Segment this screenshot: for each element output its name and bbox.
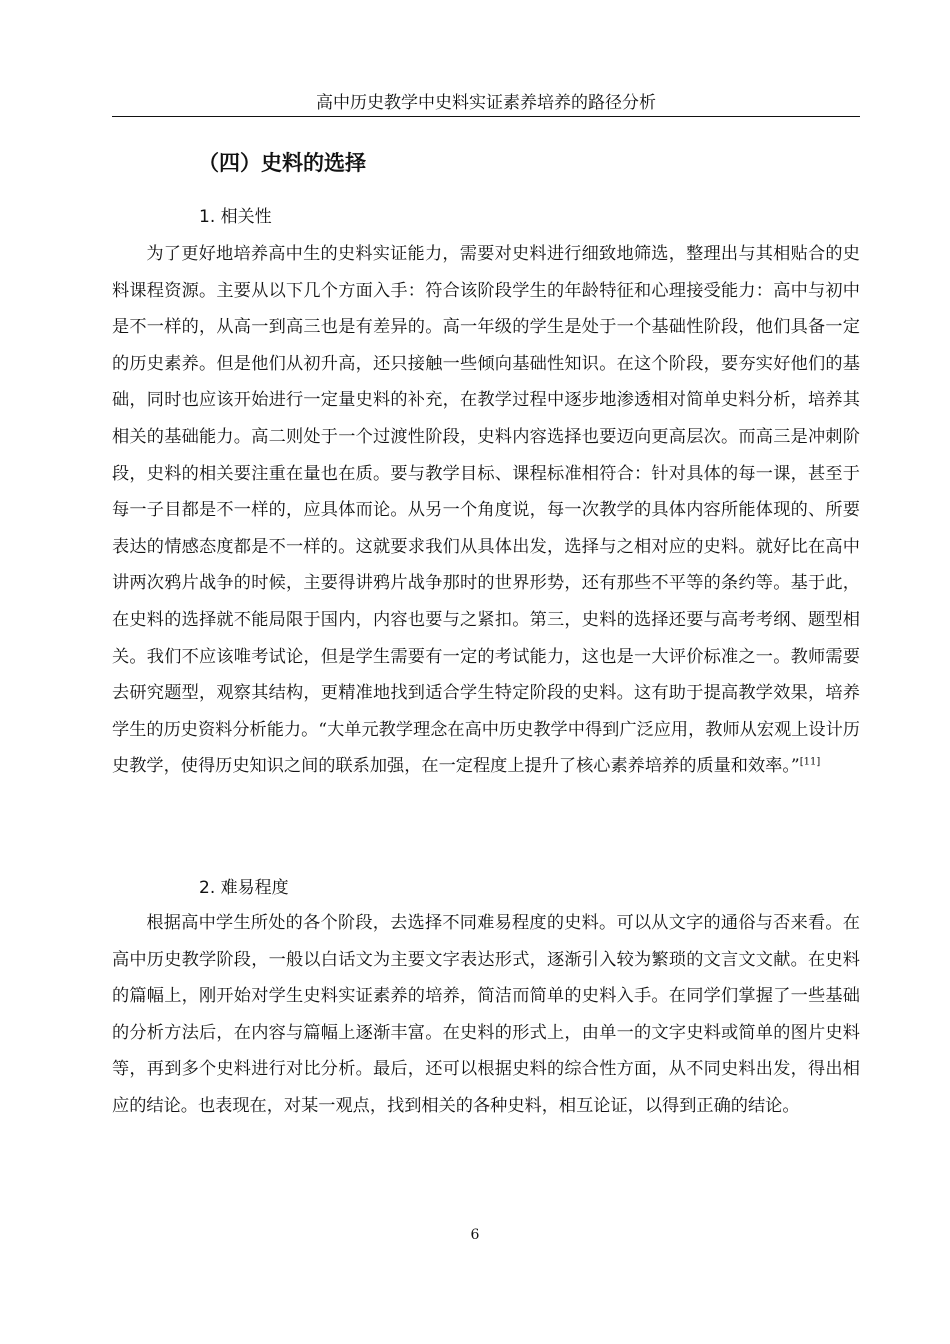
section-heading: （四）史料的选择 bbox=[198, 151, 366, 175]
paragraph-relevance bbox=[112, 236, 860, 785]
subsection-heading-difficulty: 2. 难易程度 bbox=[199, 878, 289, 898]
page-number: 6 bbox=[470, 1227, 480, 1243]
subsection-heading-relevance: 1. 相关性 bbox=[199, 207, 272, 227]
paragraph-difficulty-text: 根据高中学生所处的各个阶段，去选择不同难易程度的史料。可以从文字的通俗与否来看。在高中历史教学阶段，一般以白话文为主要文字表达形式，逐渐引入较为繁琐的文言文文献。在史料的篇幅上，刚开始对学生史料实证素养的培养，简洁而简单的史料入手。在同学们掌握了一些基础的分析方法后，在内容与篇幅上逐渐丰富。在史料的形式上，由单一的文字史料或简单的图片史料等，再到多个史料进行对比分析。最后，还可以根据史料的综合性方面，从不同史料出发，得出相应的结论。也表现在，对某一观点，找到相关的各种史料，相互论证，以得到正确的结论。 bbox=[112, 913, 860, 1116]
paragraph-difficulty bbox=[112, 905, 860, 1125]
header-rule bbox=[112, 116, 860, 117]
paragraph-relevance-text: 为了更好地培养高中生的史料实证能力，需要对史料进行细致地筛选，整理出与其相贴合的史料课程资源。主要从以下几个方面入手：符合该阶段学生的年龄特征和心理接受能力：高中与初中是不一样的，从高一到高三也是有差异的。高一年级的学生是处于一个基础性阶段，他们具备一定的历史素养。但是他们从初升高，还只接触一些倾向基础性知识。在这个阶段，要夯实好他们的基础，同时也应该开始进行一定量史料的补充，在教学过程中逐步地渗透相对简单史料分析，培养其相关的基础能力。高二则处于一个过渡性阶段，史料内容选择也要迈向更高层次。而高三是冲刺阶段，史料的相关要注重在量也在质。要与教学目标、课程标准相符合：针对具体的每一课，甚至于每一子目都是不一样的，应具体而论。从另一个角度说，每一次教学的具体内容所能体现的、所要表达的情感态度都是不一样的。这就要求我们从具体出发，选择与之相对应的史料。就好比在高中讲两次鸦片战争的时候，主要得讲鸦片战争那时的世界形势，还有那些不平等的条约等。基于此，在史料的选择就不能局限于国内，内容也要与之紧扣。第三，史料的选择还要与高考考纲、题型相关。我们不应该唯考试论，但是学生需要有一定的考试能力，这也是一大评价标准之一。教师需要去研究题型，观察其结构，更精准地找到适合学生特定阶段的史料。这有助于提高教学效果，培养学生的历史资料分析能力。“大单元教学理念在高中历史教学中得到广泛应用，教师从宏观上设计历史教学，使得历史知识之间的联系加强，在一定程度上提升了核心素养培养的质量和效率。” bbox=[112, 244, 860, 777]
citation-marker: [11] bbox=[799, 756, 821, 768]
running-header: 高中历史教学中史料实证素养培养的路径分析 bbox=[316, 93, 656, 113]
